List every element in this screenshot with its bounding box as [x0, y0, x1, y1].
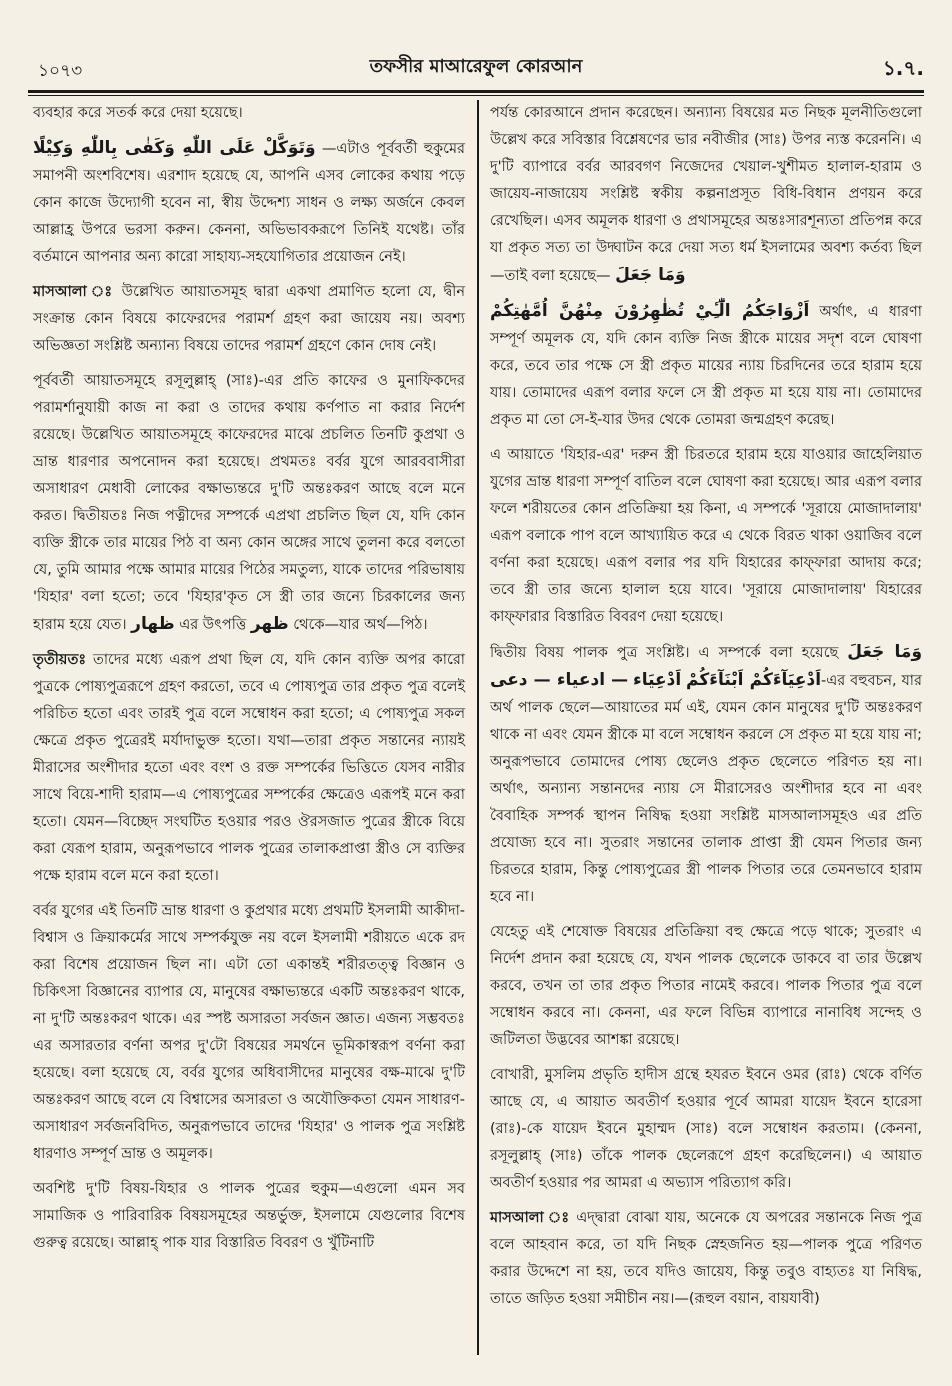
thirdly-label: তৃতীয়তঃ — [33, 652, 87, 668]
arabic-verse-2: اَدْعِيَآءَكُمْ اَبْنَآءَكُمْ — [686, 670, 822, 690]
left-paragraph-4 — [33, 368, 465, 639]
right-paragraph-7 — [490, 1205, 922, 1313]
right-paragraph-1-text: পর্যন্ত কোরআনে প্রদান করেছেন। অন্যান্য বিষয়ের মত নিছক মূলনীতিগুলো উল্লেখ করে সবিস্তার বিশ্লেষণের ভার নবীজীর (সাঃ) উপর ন্যস্ত করেননি। এ দু'টি ব্যাপারে বর্বর আরবগণ নিজেদের খেয়াল-খুশীমত হালাল-হারাম ও জায়েয-নাজায়েয সংশ্লিষ্ট স্বকীয় কল্পনাপ্রসূত বিধি-বিধান প্রণয়ন করে রেখেছিল। এসব অমূলক ধারণা ও প্রথাসমূহের অন্তঃসারশূন্যতা প্রতিপন্ন করে যা প্রকৃত সত্য তা উদ্ঘাটন করে দেয়া সত্য ধর্ম ইসলামের অবশ্য কর্তব্য ছিল—তাই বলা হয়েছে— — [490, 105, 922, 284]
right-paragraph-4-cont: -এর বহুবচন, যার অর্থ পালক ছেলে—আয়াতের মর্ম এই, যেমন কোন মানুষের দু'টি অন্তঃকরণ থাকে না এবং যেমন স্ত্রীকে মা বলে সম্বোধন করলে সে প্রকৃত মা হয়ে যায় না; অনুরূপভাবে তোমাদের পোষ্য ছেলেও প্রকৃত ছেলেতে পরিণত হয় না। অর্থাৎ, অন্যান্য সন্তানদের ন্যায় সে মীরাসেরও অংশীদার হবে না এবং বৈবাহিক সম্পর্ক স্থাপন নিষিদ্ধ হওয়া সংশ্লিষ্ট মাসআলাসমূহও এর প্রতি প্রযোজ্য হবে না। সুতরাং সন্তানের তালাক প্রাপ্তা স্ত্রী যেমন পিতার জন্য চিরতরে হারাম, কিন্তু পোষ্যপুত্রের স্ত্রী পালক পিতার তরে তেমনভাবে হারাম হবে না। — [490, 673, 922, 905]
left-paragraph-1: ব্যবহার করে সতর্ক করে দেয়া হয়েছে। — [33, 105, 243, 121]
right-paragraph-6: বোখারী, মুসলিম প্রভৃতি হাদীস গ্রন্থে হযরত ইবনে ওমর (রাঃ) থেকে বর্ণিত আছে যে, এ আয়াত অবতীর্ণ হওয়ার পূর্বে আমরা যায়েদ ইবনে হারেসা (রাঃ)-কে যায়েদ ইবনে মুহাম্মদ (সাঃ) বলে সম্বোধন করতাম। (কেননা, রসূলুল্লাহ্ (সাঃ) তাঁকে পালক ছেলেরূপে গ্রহণ করেছিলেন।) এ আয়াত অবতীর্ণ হওয়ার পর আমরা এ অভ্যাস পরিত্যাগ করি। — [490, 1067, 922, 1191]
left-paragraph-4-mid: এর উৎপত্তি — [179, 617, 247, 633]
left-paragraph-5 — [33, 647, 465, 890]
masala-label-2: মাসআলা ঃ — [490, 1210, 571, 1226]
left-paragraph-5-text: তাদের মধ্যে এরূপ প্রথা ছিল যে, যদি কোন ব্যক্তি অপর কারো পুত্রকে পোষ্যপুত্ররূপে গ্রহণ করতো, তবে এ পোষ্যপুত্র তার প্রকৃত পুত্র বলেই পরিচিত হতো এবং তারই পুত্র বলে সম্বোধন করা হতো; এ পোষ্যপুত্র সকল ক্ষেত্রে প্রকৃত পুত্রেরই মর্যাদাভুক্ত হতো। যথা—তারা প্রকৃত সন্তানের ন্যায়ই মীরাসের অংশীদার হতো এবং বংশ ও রক্ত সম্পর্কের ভিত্তিতে যেসব নারীর সাথে বিয়ে-শাদী হারাম—এ পোষ্যপুত্রের সম্পর্কের ক্ষেত্রেও এরূপই মনে করা হতো। যেমন—বিচ্ছেদ সংঘটিত হওয়ার পরও ঔরসজাত পুত্রের স্ত্রীকে বিয়ে করা যেরূপ হারাম, অনুরূপভাবে পালক পুত্রের তালাকপ্রাপ্তা স্ত্রীও সে ব্যক্তির পক্ষে হারাম বলে মনে করা হতো। — [33, 652, 465, 884]
right-paragraph-4 — [490, 639, 922, 911]
arabic-word-2: ظهر — [250, 614, 289, 634]
masala-label: মাসআলা ঃ — [33, 284, 115, 300]
arabic-term: اَدْعِيَاء — [633, 670, 682, 690]
left-paragraph-3-text: উল্লেখিত আয়াতসমূহ দ্বারা একথা প্রমাণিত হলো যে, দ্বীন সংক্রান্ত কোন বিষয়ে কাফেরদের পরামর্শ গ্রহণ করা জায়েয নয়। অবশ্য অভিজ্ঞতা সংশ্লিষ্ট অন্যান্য বিষয়ে তাদের পরামর্শ গ্রহণে কোন দোষ নেই। — [33, 284, 465, 354]
left-paragraph-6: বর্বর যুগের এই তিনটি ভ্রান্ত ধারণা ও কুপ্রথার মধ্যে প্রথমটি ইসলামী আকীদা-বিশ্বাস ও ক্রিয়াকর্মের সাথে সম্পর্কযুক্ত নয় বলে ইসলামী শরীয়তে একে রদ করা বিশেষ প্রয়োজন ছিল না। এটা তো একান্তই শরীরতত্ত্ব বিজ্ঞান ও চিকিৎসা বিজ্ঞানের ব্যাপার যে, মানুষের বক্ষাভ্যন্তরে একটি অন্তঃকরণ থাকে, না দু'টি অন্তঃকরণ থাকে। এর স্পষ্ট অসারতা সর্বজন জ্ঞাত। এজন্য সম্ভবতঃ এর অসারতার বর্ণনা অপর দু'টো বিষয়ের সমর্থনে ভূমিকাস্বরূপ বর্ণনা করা হয়েছে। বলা হয়েছে যে, বর্বর যুগের অধিবাসীদের মানুষের বক্ষ-মাঝে দু'টি অন্তঃকরণ আছে বলে যে বিশ্বাসের অসারতা ও অযৌক্তিকতা যেমন সাধারণ-অসাধারণ সর্বজনবিদিত, অনুরূপভাবে তাদের 'যিহার' ও পালক পুত্র সংশ্লিষ্ট ধারণাও সম্পূর্ণ ভ্রান্ত ও অমূলক। — [33, 903, 465, 1162]
header-rule-thin — [28, 95, 924, 96]
right-paragraph-2 — [490, 298, 922, 434]
right-paragraph-5: যেহেতু এই শেষোক্ত বিষয়ের প্রতিক্রিয়া বহু ক্ষেত্রে পড়ে থাকে; সুতরাং এ নির্দেশ প্রদান করা হয়েছে যে, যখন পালক ছেলেকে ডাকবে বা তার উল্লেখ করবে, তখন তা তার প্রকৃত পিতার নামেই করবে। পালক পিতার পুত্র বলে সম্বোধন করবে না। কেননা, এর ফলে বিভিন্ন ব্যাপারে নানাবিধ সন্দেহ ও জটিলতা উদ্ভবের আশঙ্কা রয়েছে। — [490, 924, 922, 1048]
right-paragraph-7-text: এদ্দ্বারা বোঝা যায়, অনেকে যে অপরের সন্তানকে নিজ পুত্র বলে আহবান করে, তা যদি নিছক স্নেহজনিত হয়—পালক পুত্রে পরিণত করার উদ্দেশে না হয়, তবে যদিও জায়েয, কিন্তু তবুও বাহ্যতঃ যা নিষিদ্ধ, তাতে জড়িত হওয়া সমীচীন নয়।—(রূহুল বয়ান, বায়যাবী) — [490, 1210, 922, 1307]
arabic-verse: وَتَوَكَّلْ عَلَى اللّٰهِ وَكَفٰى بِاللّٰهِ وَكِيْلًا — [33, 138, 316, 158]
left-paragraph-4-end: থেকে—যার অর্থ—পিঠ। — [293, 617, 428, 633]
right-paragraph-1 — [490, 100, 922, 290]
page-number-right: ১.৭. — [882, 56, 924, 80]
left-paragraph-2-text: —এটাও পূর্ববর্তী হুকুমের সমাপনী অংশবিশেষ। এরশাদ হয়েছে যে, আপনি এসব লোকের কথায় পড়ে কোন কাজে উদ্যোগী হবেন না, স্বীয় উদ্দেশ্য সাধন ও লক্ষ্য অর্জনে কেবল আল্লাহ্র উপরে ভরসা করুন। কেননা, অভিভাবকরূপে তিনিই যথেষ্ট। তাঁর বর্তমানে আপনার অন্য কারো সাহায্য-সহযোগিতার প্রয়োজন নেই। — [33, 141, 466, 265]
arabic-verse: اَزْوَاجَكُمُ الّٰٓـِٔيْ تُظٰهِرُوْنَ مِنْهُنَّ اُمَّهٰتِكُمْ — [490, 301, 810, 321]
arabic-term-2: — ادعياء — دعى — [490, 670, 629, 690]
page-number-left: ১০৭৩ — [38, 61, 83, 81]
left-paragraph-7: অবশিষ্ট দু'টি বিষয়-যিহার ও পালক পুত্রের হুকুম—এগুলো এমন সব সামাজিক ও পারিবারিক বিষয়সমূহের অন্তর্ভুক্ত, ইসলামে যেগুলোর বিশেষ গুরুত্ব রয়েছে। আল্লাহ্ পাক যার বিস্তারিত বিবরণ ও খুঁটিনাটি — [33, 1181, 465, 1251]
right-column — [490, 100, 922, 1321]
arabic-word: ظهار — [131, 614, 175, 634]
right-paragraph-2-text: অর্থাৎ, এ ধারণা সম্পূর্ণ অমূলক যে, যদি কোন ব্যক্তি নিজ স্ত্রীকে মায়ের সদৃশ বলে ঘোষণা করে, তবে তার পক্ষে সে স্ত্রী প্রকৃত মায়ের ন্যায় চিরদিনের তরে হারাম হয়ে যায়। তোমাদের এরূপ বলার ফলে সে স্ত্রী প্রকৃত মা হয়ে যায় না। তোমাদের প্রকৃত মা তো সে-ই-যার উদর থেকে তোমরা জন্মগ্রহণ করেছ। — [490, 304, 922, 428]
page-header — [28, 38, 924, 81]
right-paragraph-3: এ আয়াতে 'যিহার-এর' দরুন স্ত্রী চিরতরে হারাম হয়ে যাওয়ার জাহেলিয়াত যুগের ভ্রান্ত ধারণা সম্পূর্ণ বাতিল বলে ঘোষণা করা হয়েছে। আর এরূপ বলার ফলে শরীয়তের কোন প্রতিক্রিয়া হয় কিনা, এ সম্পর্কে 'সূরায়ে মোজাদালায়' এরূপ বলাকে পাপ বলে আখ্যায়িত করে এ থেকে বিরত থাকা ওয়াজিব বলে বর্ণনা করা হয়েছে। এরূপ বলার পর যদি যিহারের কাফ্ফারা আদায় করে; তবে স্ত্রী তার জন্যে হালাল হয়ে যাবে। 'সূরায়ে মোজাদালায়' যিহারের কাফ্ফারার বিস্তারিত বিবরণ দেয়া হয়েছে। — [490, 447, 922, 625]
left-paragraph-2 — [33, 135, 465, 271]
arabic-verse-start-2: وَمَا جَعَلَ — [847, 642, 923, 662]
left-paragraph-3 — [33, 279, 465, 360]
header-rule — [28, 90, 924, 93]
right-paragraph-4-text: দ্বিতীয় বিষয় পালক পুত্র সংশ্লিষ্ট। এ সম্পর্কে বলা হয়েছে — [490, 645, 839, 661]
page-title: তফসীর মাআরেফুল কোরআন — [369, 56, 583, 77]
left-column — [33, 100, 465, 1265]
arabic-verse-start: وَمَا جَعَلَ — [615, 265, 686, 285]
column-divider — [477, 100, 479, 1355]
left-paragraph-4-text: পূর্ববর্তী আয়াতসমূহে রসূলুল্লাহ্ (সাঃ)-এর প্রতি কাফের ও মুনাফিকদের পরামর্শানুযায়ী কাজ না করা ও তাদের কথায় কর্ণপাত না করার নির্দেশ রয়েছে। উল্লেখিত আয়াতসমূহে কাফেরদের মাঝে প্রচলিত তিনটি কুপ্রথা ও ভ্রান্ত ধারণার অপনোদন করা হয়েছে। প্রথমতঃ বর্বর যুগে আরববাসীরা অসাধারণ মেধাবী লোকের বক্ষাভ্যন্তরে দু'টি অন্তঃকরণ আছে বলে মনে করত। দ্বিতীয়তঃ নিজ পত্নীদের সম্পর্কে এপ্রথা প্রচলিত ছিল যে, যদি কোন ব্যক্তি স্ত্রীকে তার মায়ের পিঠ বা অন্য কোন অঙ্গের সাথে তুলনা করে বলতো যে, তুমি আমার পক্ষে আমার মায়ের পিঠের সমতুল্য, যাকে তাদের পরিভাষায় 'যিহার' বলা হতো; তবে 'যিহার'কৃত সে স্ত্রী তার জন্যে চিরকালের জন্য হারাম হয়ে যেত। — [33, 373, 465, 633]
